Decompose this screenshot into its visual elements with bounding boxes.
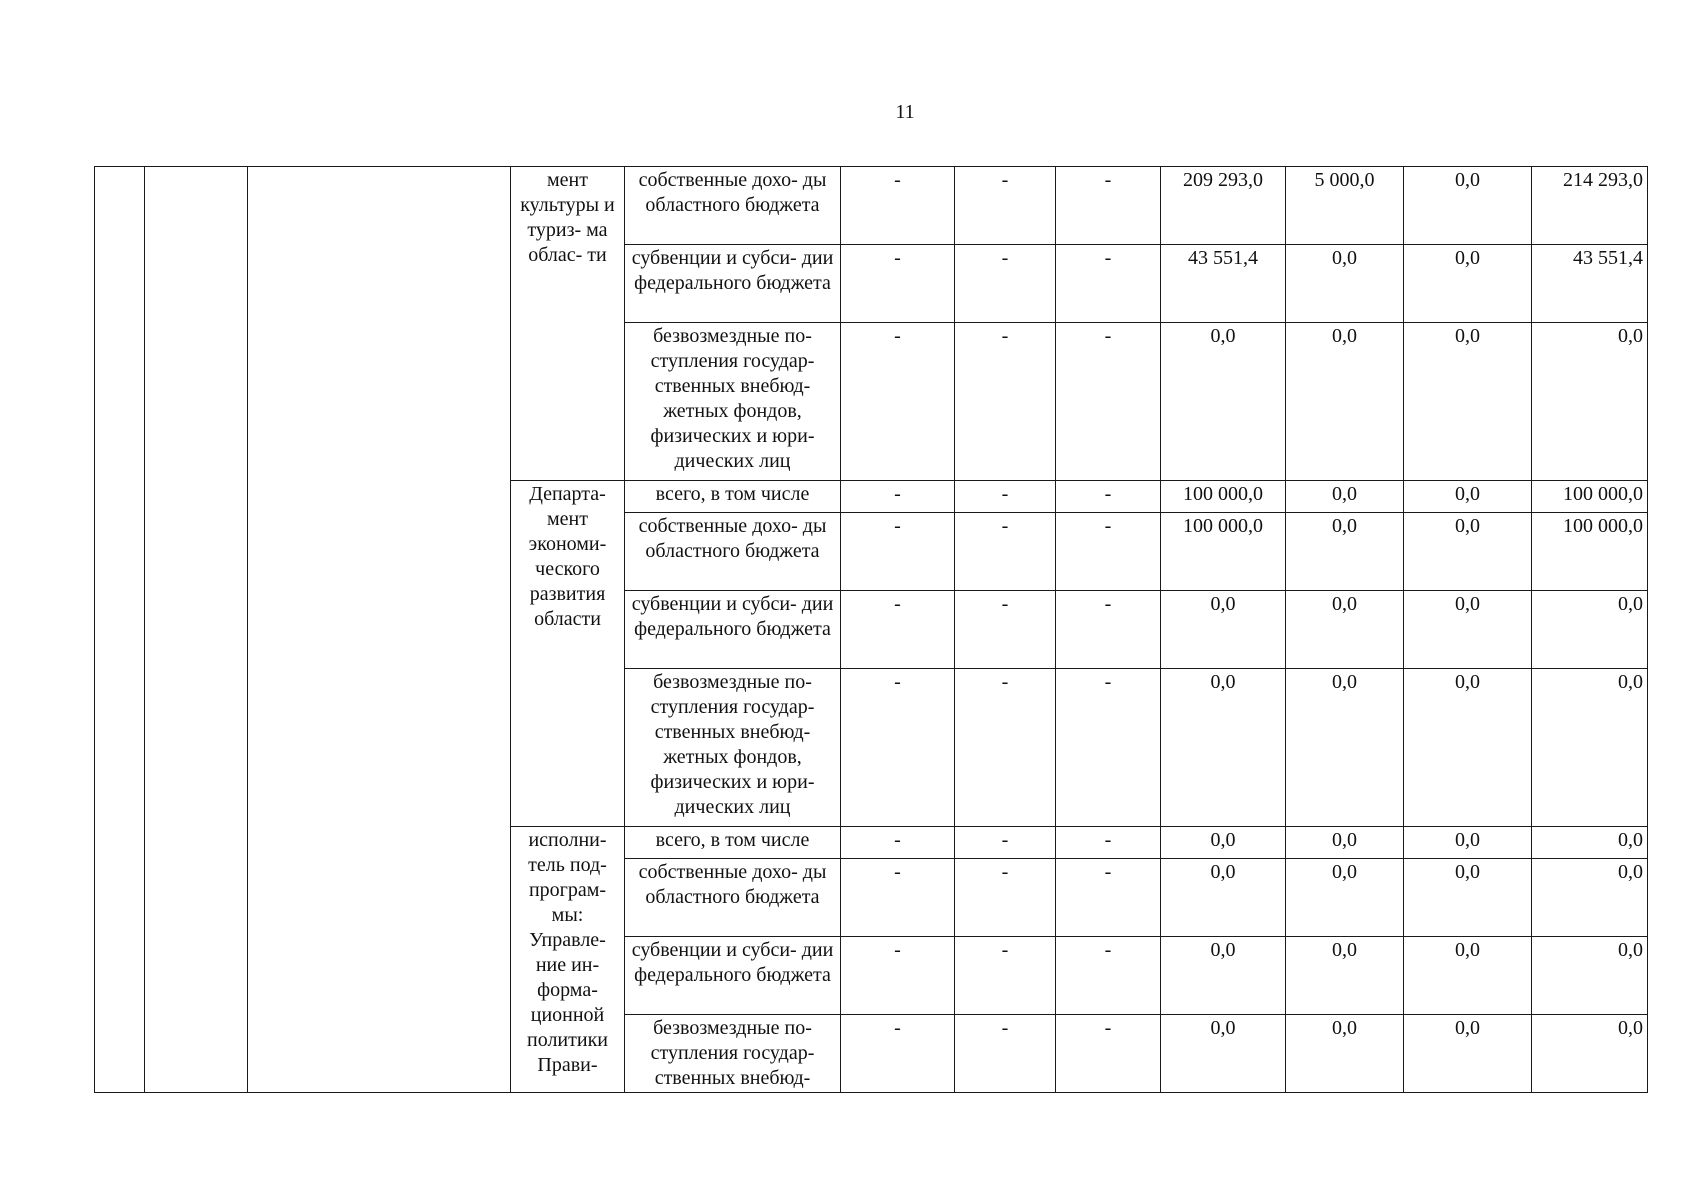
value-cell: 0,0 bbox=[1532, 937, 1648, 1015]
value-cell: - bbox=[955, 591, 1056, 669]
value-cell: 0,0 bbox=[1286, 245, 1404, 323]
value-cell: - bbox=[1056, 669, 1161, 827]
funding-source-cell: безвозмездные по- ступления государ- ственных внебюд- bbox=[625, 1015, 841, 1093]
empty-cell-col1 bbox=[95, 167, 145, 1093]
value-cell: 0,0 bbox=[1404, 323, 1532, 481]
value-cell: 0,0 bbox=[1404, 167, 1532, 245]
value-cell: 0,0 bbox=[1404, 827, 1532, 859]
value-cell: - bbox=[955, 937, 1056, 1015]
value-cell: - bbox=[955, 859, 1056, 937]
funding-source-cell: собственные дохо- ды областного бюджета bbox=[625, 859, 841, 937]
funding-source-cell: субвенции и субси- дии федерального бюджета bbox=[625, 245, 841, 323]
value-cell: - bbox=[1056, 859, 1161, 937]
value-cell: - bbox=[1056, 481, 1161, 513]
funding-source-cell: субвенции и субси- дии федерального бюджета bbox=[625, 937, 841, 1015]
executor-cell: Департа- мент экономи- ческого развития области bbox=[511, 481, 625, 827]
value-cell: 0,0 bbox=[1286, 1015, 1404, 1093]
value-cell: - bbox=[841, 323, 955, 481]
value-cell: - bbox=[955, 323, 1056, 481]
value-cell: 209 293,0 bbox=[1161, 167, 1286, 245]
value-cell: 43 551,4 bbox=[1532, 245, 1648, 323]
value-cell: 0,0 bbox=[1161, 1015, 1286, 1093]
funding-source-cell: безвозмездные по- ступления государ- ственных внебюд- жетных фондов, физических и юри- дических лиц bbox=[625, 323, 841, 481]
value-cell: - bbox=[955, 1015, 1056, 1093]
value-cell: 0,0 bbox=[1161, 669, 1286, 827]
value-cell: 0,0 bbox=[1404, 859, 1532, 937]
value-cell: - bbox=[1056, 167, 1161, 245]
value-cell: 0,0 bbox=[1286, 827, 1404, 859]
value-cell: - bbox=[1056, 827, 1161, 859]
executor-cell: мент культуры и туриз- ма облас- ти bbox=[511, 167, 625, 481]
value-cell: 100 000,0 bbox=[1532, 513, 1648, 591]
value-cell: - bbox=[1056, 1015, 1161, 1093]
value-cell: - bbox=[955, 245, 1056, 323]
value-cell: - bbox=[841, 1015, 955, 1093]
value-cell: - bbox=[955, 481, 1056, 513]
value-cell: - bbox=[841, 591, 955, 669]
value-cell: 0,0 bbox=[1404, 481, 1532, 513]
funding-source-cell: собственные дохо- ды областного бюджета bbox=[625, 513, 841, 591]
value-cell: - bbox=[1056, 937, 1161, 1015]
empty-cell-col3 bbox=[248, 167, 511, 1093]
value-cell: - bbox=[841, 167, 955, 245]
value-cell: 0,0 bbox=[1532, 827, 1648, 859]
value-cell: 0,0 bbox=[1286, 859, 1404, 937]
page-number: 11 bbox=[895, 101, 915, 123]
value-cell: 0,0 bbox=[1286, 591, 1404, 669]
value-cell: - bbox=[1056, 245, 1161, 323]
value-cell: - bbox=[1056, 591, 1161, 669]
value-cell: - bbox=[841, 513, 955, 591]
value-cell: 0,0 bbox=[1532, 591, 1648, 669]
value-cell: 214 293,0 bbox=[1532, 167, 1648, 245]
value-cell: 0,0 bbox=[1404, 591, 1532, 669]
empty-cell-col2 bbox=[145, 167, 248, 1093]
value-cell: - bbox=[955, 827, 1056, 859]
value-cell: 0,0 bbox=[1286, 937, 1404, 1015]
value-cell: 0,0 bbox=[1286, 513, 1404, 591]
value-cell: 0,0 bbox=[1404, 513, 1532, 591]
value-cell: 0,0 bbox=[1532, 323, 1648, 481]
executor-cell: исполни- тель под- програм- мы: Управле- ние ин- форма- ционной политики Прави- bbox=[511, 827, 625, 1093]
value-cell: 100 000,0 bbox=[1161, 481, 1286, 513]
value-cell: 0,0 bbox=[1161, 827, 1286, 859]
value-cell: 100 000,0 bbox=[1161, 513, 1286, 591]
value-cell: 0,0 bbox=[1161, 937, 1286, 1015]
value-cell: - bbox=[955, 669, 1056, 827]
value-cell: 0,0 bbox=[1404, 937, 1532, 1015]
value-cell: 0,0 bbox=[1404, 669, 1532, 827]
funding-source-cell: собственные дохо- ды областного бюджета bbox=[625, 167, 841, 245]
value-cell: 100 000,0 bbox=[1532, 481, 1648, 513]
value-cell: - bbox=[841, 937, 955, 1015]
value-cell: - bbox=[955, 167, 1056, 245]
value-cell: 0,0 bbox=[1161, 859, 1286, 937]
budget-table bbox=[94, 166, 1648, 1093]
value-cell: 0,0 bbox=[1404, 245, 1532, 323]
value-cell: - bbox=[955, 513, 1056, 591]
funding-source-cell: всего, в том числе bbox=[625, 481, 841, 513]
value-cell: - bbox=[1056, 513, 1161, 591]
value-cell: - bbox=[1056, 323, 1161, 481]
value-cell: - bbox=[841, 827, 955, 859]
value-cell: 5 000,0 bbox=[1286, 167, 1404, 245]
funding-source-cell: безвозмездные по- ступления государ- ственных внебюд- жетных фондов, физических и юри- дических лиц bbox=[625, 669, 841, 827]
value-cell: - bbox=[841, 669, 955, 827]
value-cell: 0,0 bbox=[1532, 669, 1648, 827]
value-cell: 0,0 bbox=[1532, 859, 1648, 937]
table-row bbox=[95, 167, 1648, 245]
value-cell: 0,0 bbox=[1286, 669, 1404, 827]
value-cell: - bbox=[841, 245, 955, 323]
value-cell: 0,0 bbox=[1286, 323, 1404, 481]
value-cell: 43 551,4 bbox=[1161, 245, 1286, 323]
funding-source-cell: всего, в том числе bbox=[625, 827, 841, 859]
value-cell: 0,0 bbox=[1404, 1015, 1532, 1093]
funding-source-cell: субвенции и субси- дии федерального бюджета bbox=[625, 591, 841, 669]
value-cell: 0,0 bbox=[1161, 323, 1286, 481]
value-cell: 0,0 bbox=[1532, 1015, 1648, 1093]
value-cell: 0,0 bbox=[1161, 591, 1286, 669]
value-cell: - bbox=[841, 481, 955, 513]
value-cell: 0,0 bbox=[1286, 481, 1404, 513]
value-cell: - bbox=[841, 859, 955, 937]
